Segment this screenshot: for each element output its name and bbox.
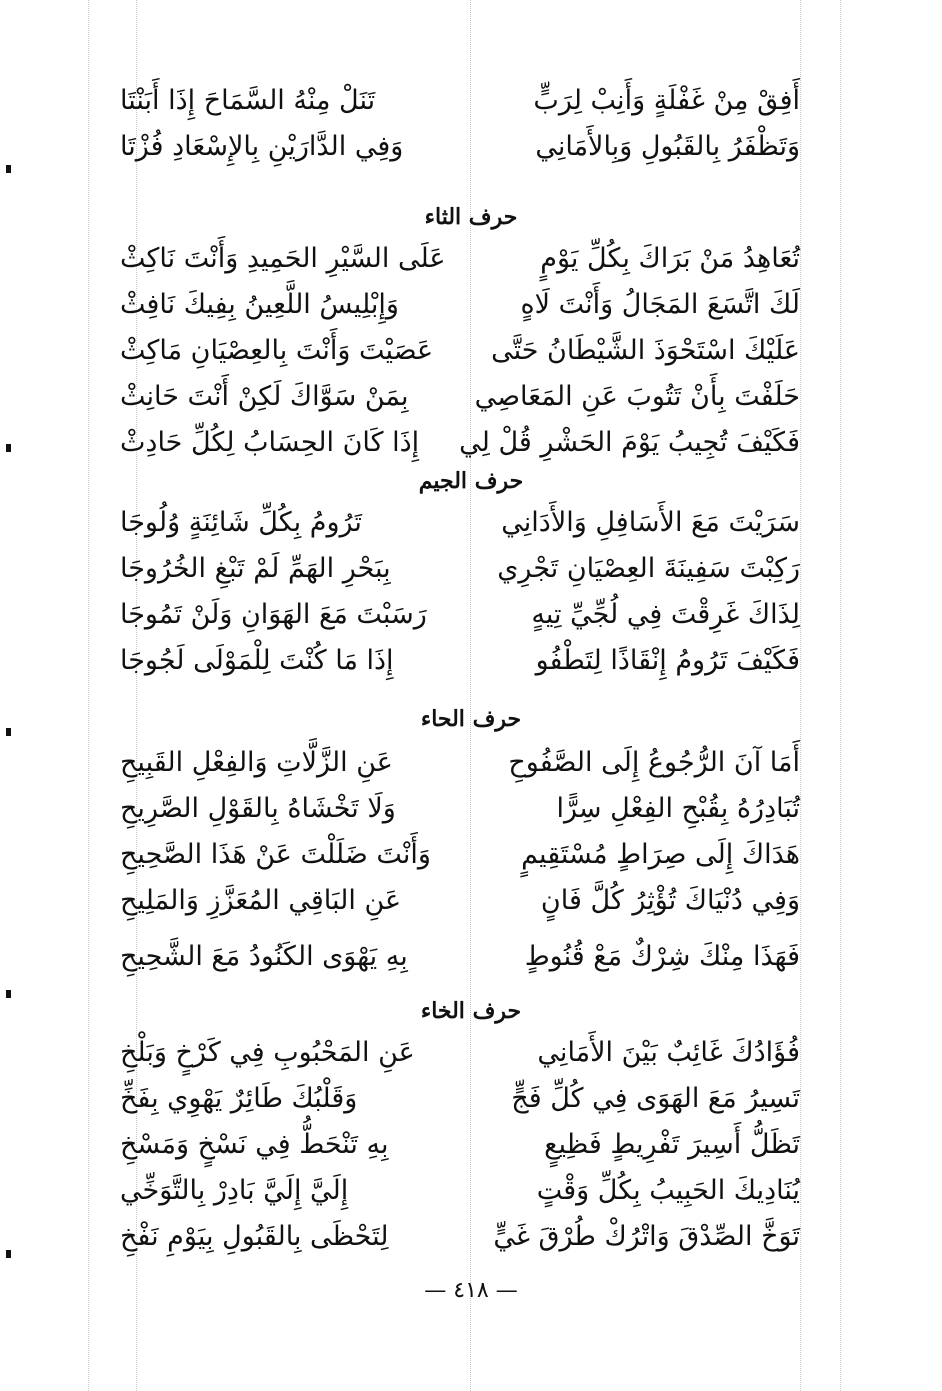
- verse-line: [120, 638, 800, 684]
- verse-line: [120, 374, 800, 420]
- poem-block-tha: [120, 236, 800, 466]
- margin-mark: [6, 1250, 11, 1258]
- margin-mark: [6, 990, 11, 998]
- verse-second-hemistich: وَلَا تَخْشَاهُ بِالقَوْلِ الصَّرِيحِ: [120, 793, 396, 824]
- verse-line: [120, 546, 800, 592]
- verse-second-hemistich: وَإِبْلِيسُ اللَّعِينُ بِفِيكَ نَافِثْ: [120, 289, 399, 320]
- verse-line: [120, 1030, 800, 1076]
- section-heading: حرف الخاء: [420, 998, 522, 1024]
- verse-line: [120, 592, 800, 638]
- verse-second-hemistich: وَقَلْبُكَ طَائِرٌ يَهْوِي بِفَخِّ: [120, 1083, 358, 1114]
- page-number: — ٤١٨ —: [424, 1278, 518, 1303]
- verse-second-hemistich: رَسَبْتَ مَعَ الهَوَانِ وَلَنْ تَمُوجَا: [120, 599, 427, 630]
- verse-second-hemistich: وَأَنْتَ ضَلَلْتَ عَنْ هَذَا الصَّحِيحِ: [120, 839, 431, 870]
- verse-second-hemistich: لِتَحْظَى بِالقَبُولِ بِيَوْمِ نَفْخِ: [120, 1221, 389, 1252]
- verse-second-hemistich: تَرُومُ بِكُلِّ شَائِنَةٍ وُلُوجَا: [120, 507, 362, 538]
- poem-block-ha: [120, 740, 800, 980]
- verse-line: [120, 786, 800, 832]
- verse-first-hemistich: وَتَظْفَرُ بِالقَبُولِ وَبِالأَمَانِي: [535, 131, 800, 162]
- verse-second-hemistich: عَلَى السَّيْرِ الحَمِيدِ وَأَنْتَ نَاكِثْ: [120, 243, 446, 274]
- poem-block-jim: [120, 500, 800, 684]
- verse-first-hemistich: تَوَخَّ الصِّدْقَ وَاتْرُكْ طُرْقَ غَيٍّ: [493, 1221, 800, 1252]
- verse-line: [120, 1122, 800, 1168]
- verse-first-hemistich: حَلَفْتَ بِأَنْ تَتُوبَ عَنِ المَعَاصِي: [474, 381, 800, 412]
- verse-first-hemistich: وَفِي دُنْيَاكَ تُؤْثِرُ كُلَّ فَانٍ: [540, 885, 800, 916]
- verse-line: [120, 328, 800, 374]
- verse-first-hemistich: رَكِبْتَ سَفِينَةَ العِصْيَانِ تَجْرِي: [497, 553, 800, 584]
- verse-first-hemistich: لِذَاكَ غَرِقْتَ فِي لُجِّيِّ تِيهٍ: [531, 599, 800, 630]
- verse-first-hemistich: أَفِقْ مِنْ غَفْلَةٍ وَأَنِبْ لِرَبٍّ: [533, 85, 800, 116]
- verse-line: [120, 1076, 800, 1122]
- verse-first-hemistich: هَدَاكَ إِلَى صِرَاطٍ مُسْتَقِيمٍ: [521, 839, 800, 870]
- verse-second-hemistich: بِمَنْ سَوَّاكَ لَكِنْ أَنْتَ حَانِثْ: [120, 381, 409, 412]
- verse-second-hemistich: وَفِي الدَّارَيْنِ بِالإِسْعَادِ فُزْتَا: [120, 131, 404, 162]
- verse-second-hemistich: بِهِ تَنْحَطُّ فِي نَسْخٍ وَمَسْخِ: [120, 1129, 389, 1160]
- verse-first-hemistich: فَكَيْفَ تُجِيبُ يَوْمَ الحَشْرِ قُلْ لِي: [459, 427, 800, 458]
- verse-line: [120, 500, 800, 546]
- verse-line: [120, 420, 800, 466]
- verse-line: [120, 832, 800, 878]
- verse-first-hemistich: تَظَلُّ أَسِيرَ تَفْرِيطٍ فَظِيعٍ: [544, 1129, 800, 1160]
- verse-second-hemistich: عَنِ الزَّلَّاتِ وَالفِعْلِ القَبِيحِ: [120, 747, 393, 778]
- verse-second-hemistich: تَنَلْ مِنْهُ السَّمَاحَ إِذَا أَبَنْتَا: [120, 85, 376, 116]
- verse-second-hemistich: عَصَيْتَ وَأَنْتَ بِالعِصْيَانِ مَاكِثْ: [120, 335, 434, 366]
- section-heading: حرف الحاء: [420, 706, 522, 732]
- verse-first-hemistich: تُبَادِرُهُ بِقُبْحِ الفِعْلِ سِرًّا: [556, 793, 800, 824]
- verse-second-hemistich: عَنِ البَاقِي المُعَزَّزِ وَالمَلِيحِ: [120, 885, 402, 916]
- verse-second-hemistich: إِذَا مَا كُنْتَ لِلْمَوْلَى لَجُوجَا: [120, 645, 394, 676]
- poem-block-kha: [120, 1030, 800, 1260]
- verse-first-hemistich: يُنَادِيكَ الحَبِيبُ بِكُلِّ وَقْتٍ: [536, 1175, 800, 1206]
- verse-first-hemistich: أَمَا آنَ الرُّجُوعُ إِلَى الصَّفُوحِ: [508, 747, 800, 778]
- margin-mark: [6, 444, 11, 452]
- verse-first-hemistich: سَرَيْتَ مَعَ الأَسَافِلِ وَالأَدَانِي: [501, 507, 800, 538]
- verse-line: [120, 740, 800, 786]
- verse-line: [120, 1214, 800, 1260]
- verse-first-hemistich: فُؤَادُكَ غَائِبٌ بَيْنَ الأَمَانِي: [537, 1037, 800, 1068]
- verse-line: [120, 934, 800, 980]
- verse-second-hemistich: بِهِ يَهْوَى الكَنُودُ مَعَ الشَّحِيحِ: [120, 941, 408, 972]
- verse-line: [120, 1168, 800, 1214]
- verse-line: [120, 282, 800, 328]
- section-heading: حرف الجيم: [418, 468, 524, 494]
- verse-first-hemistich: عَلَيْكَ اسْتَحْوَذَ الشَّيْطَانُ حَتَّى: [491, 335, 800, 366]
- section-heading: حرف الثاء: [424, 204, 518, 230]
- verse-line: [120, 878, 800, 924]
- verse-first-hemistich: تُعَاهِدُ مَنْ بَرَاكَ بِكُلِّ يَوْمٍ: [540, 243, 800, 274]
- verse-line: [120, 124, 800, 170]
- verse-first-hemistich: فَكَيْفَ تَرُومُ إِنْقَاذًا لِتَطْفُو: [535, 645, 800, 676]
- poem-block-intro: [120, 78, 800, 170]
- margin-mark: [6, 165, 11, 173]
- verse-second-hemistich: إِذَا كَانَ الحِسَابُ لِكُلِّ حَادِثْ: [120, 427, 420, 458]
- verse-first-hemistich: لَكَ اتَّسَعَ المَجَالُ وَأَنْتَ لَاهٍ: [520, 289, 800, 320]
- verse-first-hemistich: فَهَذَا مِنْكَ شِرْكٌ مَعْ قُنُوطٍ: [524, 941, 800, 972]
- verse-line: [120, 236, 800, 282]
- verse-second-hemistich: عَنِ المَحْبُوبِ فِي كَرْخٍ وَبَلْخِ: [120, 1037, 415, 1068]
- verse-line: [120, 78, 800, 124]
- verse-second-hemistich: إِلَيَّ إِلَيَّ بَادِرْ بِالتَّوَخِّي: [120, 1175, 349, 1206]
- verse-second-hemistich: بِبَحْرِ الهَمِّ لَمْ تَبْغِ الخُرُوجَا: [120, 553, 391, 584]
- verse-first-hemistich: تَسِيرُ مَعَ الهَوَى فِي كُلِّ فَجٍّ: [511, 1083, 800, 1114]
